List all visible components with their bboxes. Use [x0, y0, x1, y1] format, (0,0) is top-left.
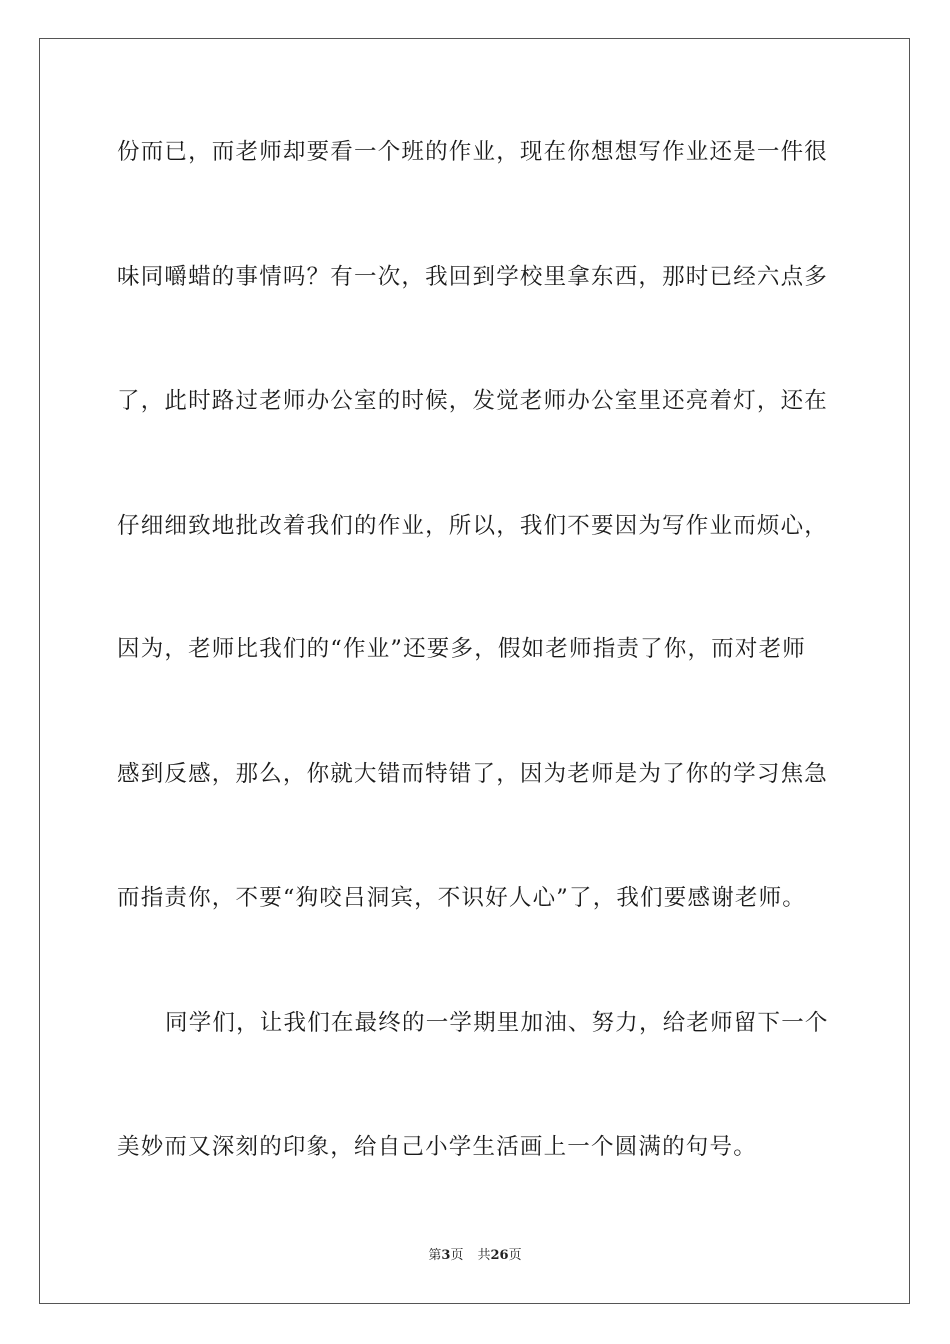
text-line: 而指责你，不要“狗咬吕洞宾，不识好人心”了，我们要感谢老师。	[117, 885, 807, 911]
text-line: 了，此时路过老师办公室的时候，发觉老师办公室里还亮着灯，还在	[117, 388, 829, 414]
paragraph-first-line: 同学们，让我们在最终的一学期里加油、努力，给老师留下一个	[165, 1010, 829, 1036]
total-suffix: 页	[508, 1248, 522, 1263]
text-line: 份而已，而老师却要看一个班的作业，现在你想想写作业还是一件很	[117, 139, 829, 165]
page-border	[39, 38, 910, 1304]
total-pages: 26	[490, 1248, 509, 1263]
page-prefix: 第	[428, 1248, 442, 1263]
page-footer	[0, 1248, 950, 1264]
text-line: 仔细细致地批改着我们的作业，所以，我们不要因为写作业而烦心，	[117, 513, 829, 539]
page-suffix: 页	[450, 1248, 464, 1263]
total-prefix: 共	[477, 1248, 491, 1263]
text-line: 味同嚼蜡的事情吗？有一次，我回到学校里拿东西，那时已经六点多	[117, 264, 829, 290]
text-line: 因为，老师比我们的“作业”还要多，假如老师指责了你，而对老师	[117, 636, 807, 662]
text-line: 感到反感，那么，你就大错而特错了，因为老师是为了你的学习焦急	[117, 761, 829, 787]
page-number: 3	[441, 1248, 451, 1263]
text-line: 美妙而又深刻的印象，给自己小学生活画上一个圆满的句号。	[117, 1134, 757, 1160]
